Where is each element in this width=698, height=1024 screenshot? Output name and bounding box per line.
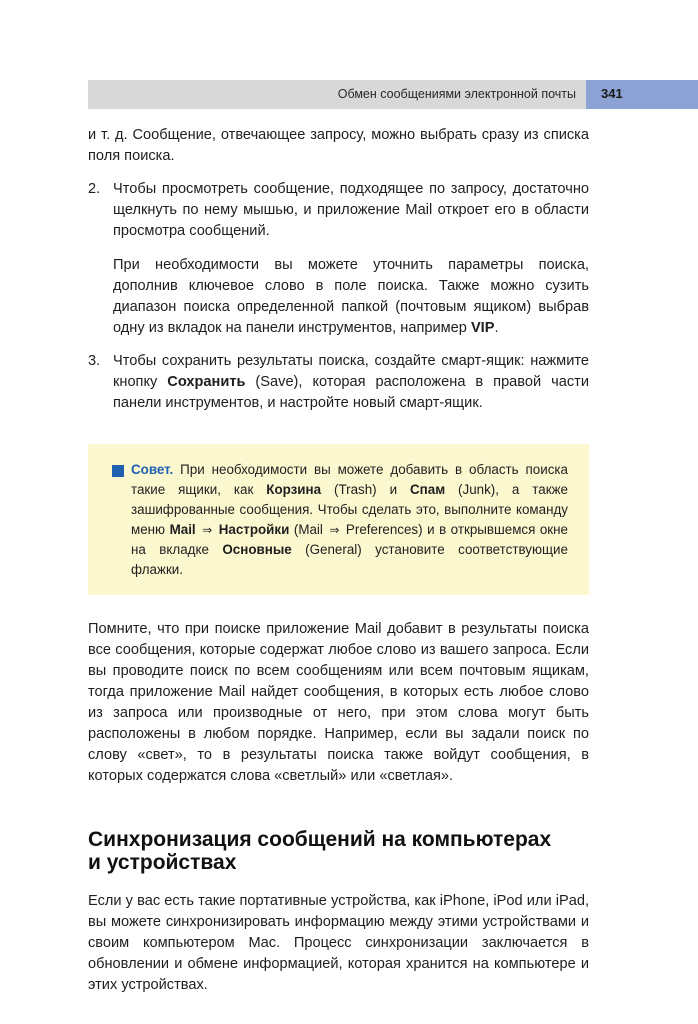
page-number: 341: [601, 86, 623, 101]
heading-line-2: и устройствах: [88, 851, 237, 874]
spam-label: Спам: [410, 482, 446, 497]
list-item-text: Чтобы просмотреть сообщение, подходящее по запросу, достаточно щелкнуть по нему мышью, и приложение Mail откроет его в области просмотра сообщений.: [113, 181, 589, 239]
sub-text: При необходимости вы можете уточнить параметры поиска, дополнив ключевое слово в поле поиска. Также можно сузить диапазон поиска определенной папкой (почтовым ящиком) выбрав одну из вкладок на панели инструментов, например: [113, 257, 589, 336]
page-body: [88, 125, 589, 996]
tip-box: [88, 444, 589, 595]
vip-label: VIP: [470, 320, 495, 336]
sync-paragraph: Если у вас есть такие портативные устройства, как iPhone, iPod или iPad, вы можете синхронизировать информацию между этими устройствами и своим компьютером Mac. Процесс синхронизации заключается в обновлении и обмене информацией, которая хранится на компьютере и этих устройствах.: [88, 893, 589, 993]
text-before: Чтобы сохранить результаты поиска, создайте смарт-ящик: нажмите кнопку: [113, 353, 589, 390]
chapter-title: Обмен сообщениями электронной почты: [337, 87, 576, 101]
settings-menu-label: Настройки: [218, 522, 290, 537]
page-number-tab: [586, 80, 698, 109]
list-number: 3.: [88, 353, 101, 369]
menu-arrow-icon: ⇒: [329, 523, 340, 537]
tip-segment: При необходимости вы можете добавить в область поиска такие ящики, как: [131, 462, 568, 497]
tip-segment: (Trash) и: [321, 482, 410, 497]
menu-arrow-icon: ⇒: [202, 523, 213, 537]
tip-segment: (Junk), а также зашифрованные сообщения. Чтобы сделать это, выполните команду меню: [131, 482, 568, 537]
trash-label: Корзина: [266, 482, 322, 497]
save-label: Сохранить: [167, 374, 246, 390]
tip-marker-icon: [112, 465, 124, 477]
search-paragraph: Помните, что при поиске приложение Mail добавит в результаты поиска все сообщения, которые содержат любое слово из вашего запроса. Если вы проводите поиск по всем сообщениям или всем почтовым ящикам, тогда приложение Mail найдет сообщения, в которых есть любое слово из запроса или производные от него, при этом слова могут быть расположены в любом порядке. Например, если вы задали поиск по слову «свет», то в результаты поиска также войдут сообщения, в которых содержатся слова «светлый» или «светлая».: [88, 621, 589, 784]
section-heading: [88, 828, 589, 874]
list-item-2: [88, 179, 589, 339]
tip-segment: Preferences) и в открывшемся окне на вкладке: [131, 522, 568, 557]
tip-segment: (Mail: [289, 522, 328, 537]
tip-label: Совет.: [131, 462, 174, 477]
tip-segment: (General) установите соответствующие флажки.: [131, 542, 568, 577]
text-after: (Save), которая расположена в правой части панели инструментов, и настройте новый смарт-ящик.: [113, 374, 589, 411]
sub-end: .: [494, 320, 499, 336]
list-item-subparagraph: [113, 255, 589, 339]
list-item-text: [113, 351, 589, 414]
running-header: [88, 80, 586, 109]
tip-text: [112, 460, 568, 580]
intro-paragraph: и т. д. Сообщение, отвечающее запросу, можно выбрать сразу из списка поля поиска.: [88, 127, 589, 164]
mail-menu-label: Mail: [169, 522, 196, 537]
general-tab-label: Основные: [222, 542, 292, 557]
heading-line-1: Синхронизация сообщений на компьютерах: [88, 828, 552, 851]
list-item-3: [88, 351, 589, 414]
list-number: 2.: [88, 181, 101, 197]
